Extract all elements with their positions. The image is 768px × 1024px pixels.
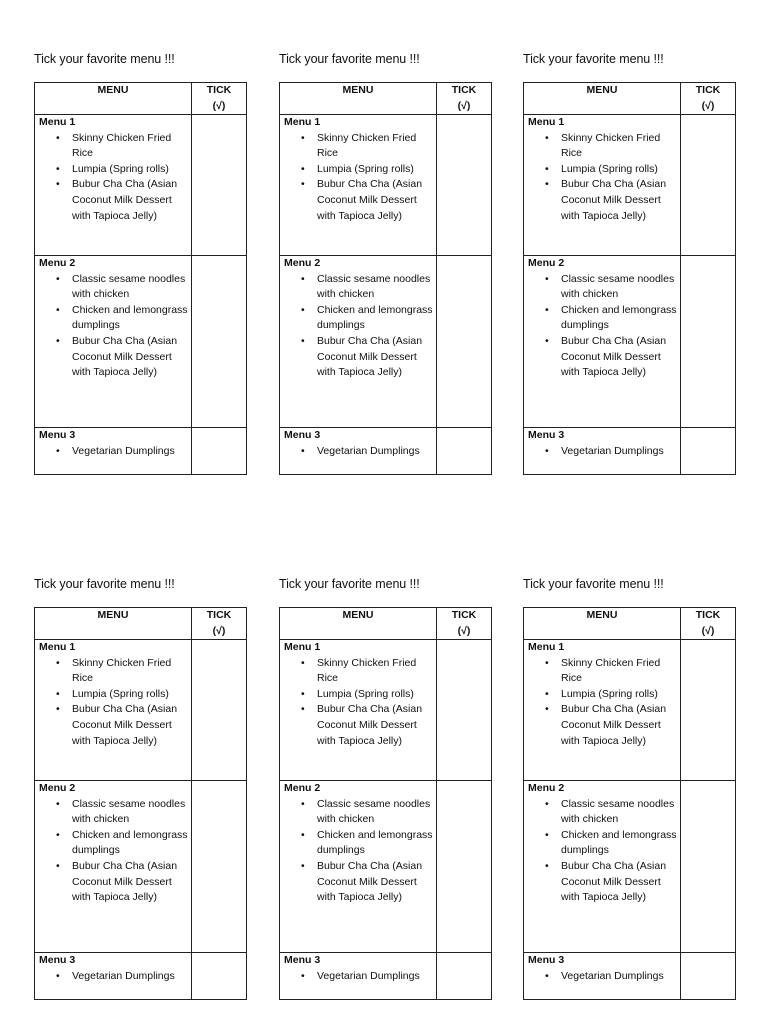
menu-item: • Classic sesame noodles with chicken xyxy=(317,272,436,303)
menu-name: Menu 2 xyxy=(39,257,76,269)
menu-row xyxy=(35,115,247,256)
menu-name: Menu 1 xyxy=(284,116,321,128)
tick-header-symbol: (√) xyxy=(457,99,471,112)
menu-table xyxy=(523,607,736,1000)
menu-items-list xyxy=(280,444,436,460)
menu-item: • Skinny Chicken Fried Rice xyxy=(72,656,191,687)
tick-box[interactable] xyxy=(437,953,492,1000)
tick-box[interactable] xyxy=(681,115,736,256)
tick-box[interactable] xyxy=(437,640,492,781)
menu-cell xyxy=(280,640,437,781)
menu-items-list xyxy=(524,969,680,985)
menu-item: • Bubur Cha Cha (Asian Coconut Milk Dessert with Tapioca Jelly) xyxy=(317,334,436,381)
menu-row xyxy=(35,256,247,428)
tick-header-label: TICK xyxy=(695,84,721,96)
tick-box[interactable] xyxy=(192,256,247,428)
menu-item: • Bubur Cha Cha (Asian Coconut Milk Dessert with Tapioca Jelly) xyxy=(317,177,436,224)
menu-name: Menu 1 xyxy=(284,641,321,653)
menu-items-list xyxy=(524,797,680,906)
menu-item: • Classic sesame noodles with chicken xyxy=(72,797,191,828)
tick-box[interactable] xyxy=(681,256,736,428)
menu-cell xyxy=(280,428,437,475)
menu-item: • Chicken and lemongrass dumplings xyxy=(561,303,680,334)
menu-items-list xyxy=(280,969,436,985)
tick-header-symbol: (√) xyxy=(457,624,471,637)
menu-item: • Bubur Cha Cha (Asian Coconut Milk Dessert with Tapioca Jelly) xyxy=(317,859,436,906)
menu-items-list xyxy=(280,131,436,225)
menu-items-list xyxy=(35,969,191,985)
menu-row xyxy=(524,640,736,781)
menu-item: • Skinny Chicken Fried Rice xyxy=(561,131,680,162)
menu-table xyxy=(279,607,492,1000)
menu-column-header: MENU xyxy=(35,83,192,115)
menu-items-list xyxy=(35,797,191,906)
menu-items-list xyxy=(280,656,436,750)
menu-name: Menu 1 xyxy=(39,116,76,128)
tick-box[interactable] xyxy=(437,115,492,256)
menu-name: Menu 2 xyxy=(528,782,565,794)
menu-cell xyxy=(35,640,192,781)
menu-item: • Bubur Cha Cha (Asian Coconut Milk Dessert with Tapioca Jelly) xyxy=(72,334,191,381)
menu-item: • Vegetarian Dumplings xyxy=(72,969,191,985)
tick-column-header xyxy=(437,83,492,115)
menu-item: • Vegetarian Dumplings xyxy=(561,969,680,985)
menu-column-header: MENU xyxy=(524,83,681,115)
menu-item: • Classic sesame noodles with chicken xyxy=(561,272,680,303)
menu-cell xyxy=(280,953,437,1000)
menu-item: • Lumpia (Spring rolls) xyxy=(561,162,680,178)
tick-column-header xyxy=(437,608,492,640)
menu-cell xyxy=(35,428,192,475)
menu-name: Menu 3 xyxy=(39,429,76,441)
menu-name: Menu 1 xyxy=(528,116,565,128)
tick-header-symbol: (√) xyxy=(212,99,226,112)
tick-column-header xyxy=(192,608,247,640)
menu-name: Menu 1 xyxy=(528,641,565,653)
tick-header-symbol: (√) xyxy=(701,99,715,112)
menu-row xyxy=(280,640,492,781)
menu-cell xyxy=(35,781,192,953)
tick-box[interactable] xyxy=(192,953,247,1000)
menu-cell xyxy=(35,256,192,428)
menu-item: • Lumpia (Spring rolls) xyxy=(317,687,436,703)
card-title: Tick your favorite menu !!! xyxy=(34,52,175,66)
menu-item: • Skinny Chicken Fried Rice xyxy=(317,131,436,162)
menu-cell xyxy=(524,428,681,475)
menu-item: • Bubur Cha Cha (Asian Coconut Milk Dessert with Tapioca Jelly) xyxy=(561,702,680,749)
menu-items-list xyxy=(280,797,436,906)
menu-cell xyxy=(524,953,681,1000)
menu-item: • Chicken and lemongrass dumplings xyxy=(317,828,436,859)
menu-cell xyxy=(524,781,681,953)
menu-column-header: MENU xyxy=(280,608,437,640)
menu-row xyxy=(35,781,247,953)
menu-item: • Vegetarian Dumplings xyxy=(72,444,191,460)
tick-header-symbol: (√) xyxy=(701,624,715,637)
card-title: Tick your favorite menu !!! xyxy=(279,577,420,591)
menu-name: Menu 2 xyxy=(528,257,565,269)
tick-box[interactable] xyxy=(681,953,736,1000)
card-title: Tick your favorite menu !!! xyxy=(523,577,664,591)
menu-item: • Bubur Cha Cha (Asian Coconut Milk Dessert with Tapioca Jelly) xyxy=(561,859,680,906)
tick-box[interactable] xyxy=(437,428,492,475)
menu-item: • Chicken and lemongrass dumplings xyxy=(561,828,680,859)
card-title: Tick your favorite menu !!! xyxy=(34,577,175,591)
tick-header-label: TICK xyxy=(451,84,477,96)
menu-table xyxy=(34,607,247,1000)
menu-row xyxy=(280,953,492,1000)
menu-cell xyxy=(524,256,681,428)
tick-box[interactable] xyxy=(681,428,736,475)
menu-name: Menu 2 xyxy=(39,782,76,794)
menu-name: Menu 3 xyxy=(528,429,565,441)
menu-table xyxy=(279,82,492,475)
menu-cell xyxy=(35,953,192,1000)
menu-item: • Classic sesame noodles with chicken xyxy=(317,797,436,828)
menu-items-list xyxy=(524,131,680,225)
tick-box[interactable] xyxy=(192,781,247,953)
menu-name: Menu 3 xyxy=(284,429,321,441)
menu-row xyxy=(524,256,736,428)
menu-item: • Chicken and lemongrass dumplings xyxy=(317,303,436,334)
menu-cell xyxy=(524,115,681,256)
menu-cell xyxy=(35,115,192,256)
tick-header-label: TICK xyxy=(451,609,477,621)
tick-header-label: TICK xyxy=(206,609,232,621)
menu-item: • Bubur Cha Cha (Asian Coconut Milk Dessert with Tapioca Jelly) xyxy=(72,859,191,906)
menu-item: • Classic sesame noodles with chicken xyxy=(72,272,191,303)
tick-header-symbol: (√) xyxy=(212,624,226,637)
menu-row xyxy=(280,115,492,256)
menu-row xyxy=(35,640,247,781)
menu-column-header: MENU xyxy=(524,608,681,640)
menu-name: Menu 3 xyxy=(39,954,76,966)
tick-box[interactable] xyxy=(681,781,736,953)
menu-items-list xyxy=(35,656,191,750)
menu-name: Menu 2 xyxy=(284,257,321,269)
tick-column-header xyxy=(681,83,736,115)
tick-box[interactable] xyxy=(437,256,492,428)
menu-cell xyxy=(280,781,437,953)
menu-row xyxy=(35,428,247,475)
tick-box[interactable] xyxy=(437,781,492,953)
menu-item: • Vegetarian Dumplings xyxy=(561,444,680,460)
menu-row xyxy=(280,781,492,953)
menu-item: • Lumpia (Spring rolls) xyxy=(561,687,680,703)
tick-column-header xyxy=(192,83,247,115)
menu-cell xyxy=(280,256,437,428)
menu-row xyxy=(524,953,736,1000)
menu-item: • Bubur Cha Cha (Asian Coconut Milk Dessert with Tapioca Jelly) xyxy=(561,177,680,224)
menu-row xyxy=(280,428,492,475)
menu-items-list xyxy=(524,272,680,381)
menu-item: • Lumpia (Spring rolls) xyxy=(72,162,191,178)
menu-cell xyxy=(280,115,437,256)
card-title: Tick your favorite menu !!! xyxy=(279,52,420,66)
menu-items-list xyxy=(280,272,436,381)
tick-column-header xyxy=(681,608,736,640)
menu-item: • Lumpia (Spring rolls) xyxy=(72,687,191,703)
menu-row xyxy=(524,781,736,953)
tick-box[interactable] xyxy=(192,115,247,256)
menu-item: • Skinny Chicken Fried Rice xyxy=(561,656,680,687)
tick-box[interactable] xyxy=(681,640,736,781)
menu-item: • Classic sesame noodles with chicken xyxy=(561,797,680,828)
menu-item: • Bubur Cha Cha (Asian Coconut Milk Dessert with Tapioca Jelly) xyxy=(72,177,191,224)
menu-row xyxy=(35,953,247,1000)
menu-item: • Skinny Chicken Fried Rice xyxy=(317,656,436,687)
tick-box[interactable] xyxy=(192,428,247,475)
menu-items-list xyxy=(35,272,191,381)
menu-item: • Bubur Cha Cha (Asian Coconut Milk Dessert with Tapioca Jelly) xyxy=(317,702,436,749)
menu-item: • Lumpia (Spring rolls) xyxy=(317,162,436,178)
menu-column-header: MENU xyxy=(280,83,437,115)
menu-item: • Chicken and lemongrass dumplings xyxy=(72,828,191,859)
menu-name: Menu 2 xyxy=(284,782,321,794)
menu-name: Menu 3 xyxy=(528,954,565,966)
tick-box[interactable] xyxy=(192,640,247,781)
menu-cell xyxy=(524,640,681,781)
menu-item: • Bubur Cha Cha (Asian Coconut Milk Dessert with Tapioca Jelly) xyxy=(72,702,191,749)
menu-items-list xyxy=(35,444,191,460)
tick-header-label: TICK xyxy=(695,609,721,621)
menu-item: • Chicken and lemongrass dumplings xyxy=(72,303,191,334)
menu-items-list xyxy=(524,444,680,460)
menu-row xyxy=(524,115,736,256)
card-title: Tick your favorite menu !!! xyxy=(523,52,664,66)
menu-table xyxy=(523,82,736,475)
menu-item: • Bubur Cha Cha (Asian Coconut Milk Dessert with Tapioca Jelly) xyxy=(561,334,680,381)
menu-table xyxy=(34,82,247,475)
menu-name: Menu 1 xyxy=(39,641,76,653)
menu-items-list xyxy=(524,656,680,750)
menu-item: • Skinny Chicken Fried Rice xyxy=(72,131,191,162)
menu-column-header: MENU xyxy=(35,608,192,640)
tick-header-label: TICK xyxy=(206,84,232,96)
menu-item: • Vegetarian Dumplings xyxy=(317,444,436,460)
menu-item: • Vegetarian Dumplings xyxy=(317,969,436,985)
menu-name: Menu 3 xyxy=(284,954,321,966)
menu-row xyxy=(280,256,492,428)
menu-items-list xyxy=(35,131,191,225)
menu-row xyxy=(524,428,736,475)
